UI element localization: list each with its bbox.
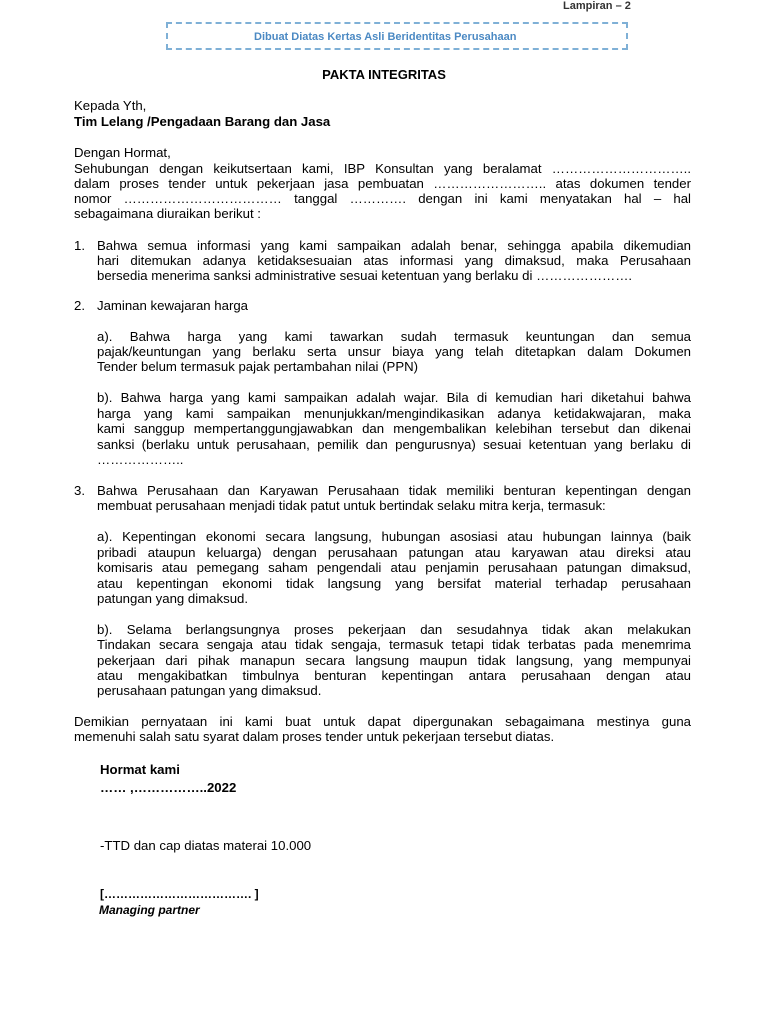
item2b-line: sanksi (berlaku untuk perusahaan, pemilik dan pengurusnya) sesuai ketentuan yang berlaku di [97, 437, 691, 452]
document-title: PAKTA INTEGRITAS [322, 67, 446, 82]
hormat-kami: Hormat kami [100, 762, 180, 777]
item3b-line: b). Selama berlangsungnya proses pekerjaan dan sesudahnya tidak akan melakukan [97, 622, 691, 637]
item2-heading: Jaminan kewajaran harga [97, 298, 249, 313]
item1-line: bersedia menerima sanksi administrative sesuai ketentuan yang berlaku di …………………. [97, 268, 633, 283]
recipient-line-1: Kepada Yth, [74, 98, 147, 113]
signatory-role: Managing partner [99, 903, 200, 917]
item3b-line: pekerjaan dari pihak manapun secara langsung maupun tidak langsung, yang mempunyai [97, 653, 691, 668]
item2a-line: pajak/keuntungan yang berlaku serta unsur biaya yang telah ditetapkan dalam Dokumen [97, 344, 691, 359]
closing-line: Demikian pernyataan ini kami buat untuk dapat dipergunakan sebagaimana mestinya guna [74, 714, 691, 729]
item-number: 2. [74, 298, 85, 313]
item3a-line: patungan yang dimaksud. [97, 591, 249, 606]
recipient-line-2: Tim Lelang /Pengadaan Barang dan Jasa [74, 114, 331, 129]
item2b-line: ……………….. [97, 452, 184, 467]
item2a-line: a). Bahwa harga yang kami tawarkan sudah termasuk keuntungan dan semua [97, 329, 691, 344]
item2b-line: kami sanggup mempertanggungjawabkan dan mengembalikan kelebihan tersebut dan dikenai [97, 421, 691, 436]
item3b-line: atau mengakibatkan timbulnya benturan kepentingan antara perusahaan dengan atau [97, 668, 691, 683]
intro-line: sebagaimana diuraikan berikut : [74, 206, 261, 221]
letterhead-note-text: Dibuat Diatas Kertas Asli Beridentitas Perusahaan [254, 31, 517, 43]
item2a-line: Tender belum termasuk pajak pertambahan nilai (PPN) [97, 359, 419, 374]
lampiran-label: Lampiran – 2 [563, 0, 631, 12]
item3-heading-line: Bahwa Perusahaan dan Karyawan Perusahaan tidak memiliki benturan kepentingan dengan [97, 483, 691, 498]
intro-line: Sehubungan dengan keikutsertaan kami, IBP Konsultan yang beralamat ………………………….. [74, 161, 691, 176]
item2b-line: harga yang kami sampaikan menunjukkan/mengindikasikan adanya ketidakwajaran, maka [97, 406, 691, 421]
letterhead-note-box [166, 22, 628, 50]
item3a-line: pribadi ataupun keluarga) dengan perusahaan patungan atau karyawan atau direksi atau [97, 545, 691, 560]
signature-date: …… ,……………..2022 [100, 780, 237, 795]
item2b-line: b). Bahwa harga yang kami sampaikan adalah wajar. Bila di kemudian hari diketahui bahwa [97, 390, 691, 405]
item3b-line: perusahaan patungan yang dimaksud. [97, 683, 322, 698]
item-number: 3. [74, 483, 85, 498]
item3a-line: komisaris atau pemegang saham pengendali atau penjamin perusahaan patungan dimaksud, [97, 560, 691, 575]
item-number: 1. [74, 238, 85, 253]
item3b-line: Tindakan secara sengaja atau tidak sengaja, termasuk tetapi tidak terbatas pada menemrima [97, 637, 691, 652]
item3-heading-line: membuat perusahaan menjadi tidak patut untuk bertindak selaku mitra kerja, termasuk: [97, 498, 606, 513]
item3a-line: atau kepentingan ekonomi tidak langsung yang bersifat material terhadap perusahaan [97, 576, 691, 591]
signatory-name-placeholder: [………………………………. ] [100, 887, 259, 901]
closing-line: memenuhi salah satu syarat dalam proses tender untuk pekerjaan tersebut diatas. [74, 729, 555, 744]
item3a-line: a). Kepentingan ekonomi secara langsung, hubungan asosiasi atau hubungan lainnya (baik [97, 529, 691, 544]
greeting: Dengan Hormat, [74, 145, 171, 160]
item1-line: hari ditemukan adanya ketidaksesuaian atas informasi yang dimaksud, maka Perusahaan [97, 253, 691, 268]
signature-instruction: -TTD dan cap diatas materai 10.000 [100, 838, 312, 853]
item1-line: Bahwa semua informasi yang kami sampaikan adalah benar, sehingga apabila dikemudian [97, 238, 691, 253]
intro-line: dalam proses tender untuk pekerjaan jasa pembuatan …………………….. atas dokumen tender [74, 176, 691, 191]
intro-line: nomor ……………………………… tanggal …………. dengan ini kami menyatakan hal – hal [74, 191, 691, 206]
